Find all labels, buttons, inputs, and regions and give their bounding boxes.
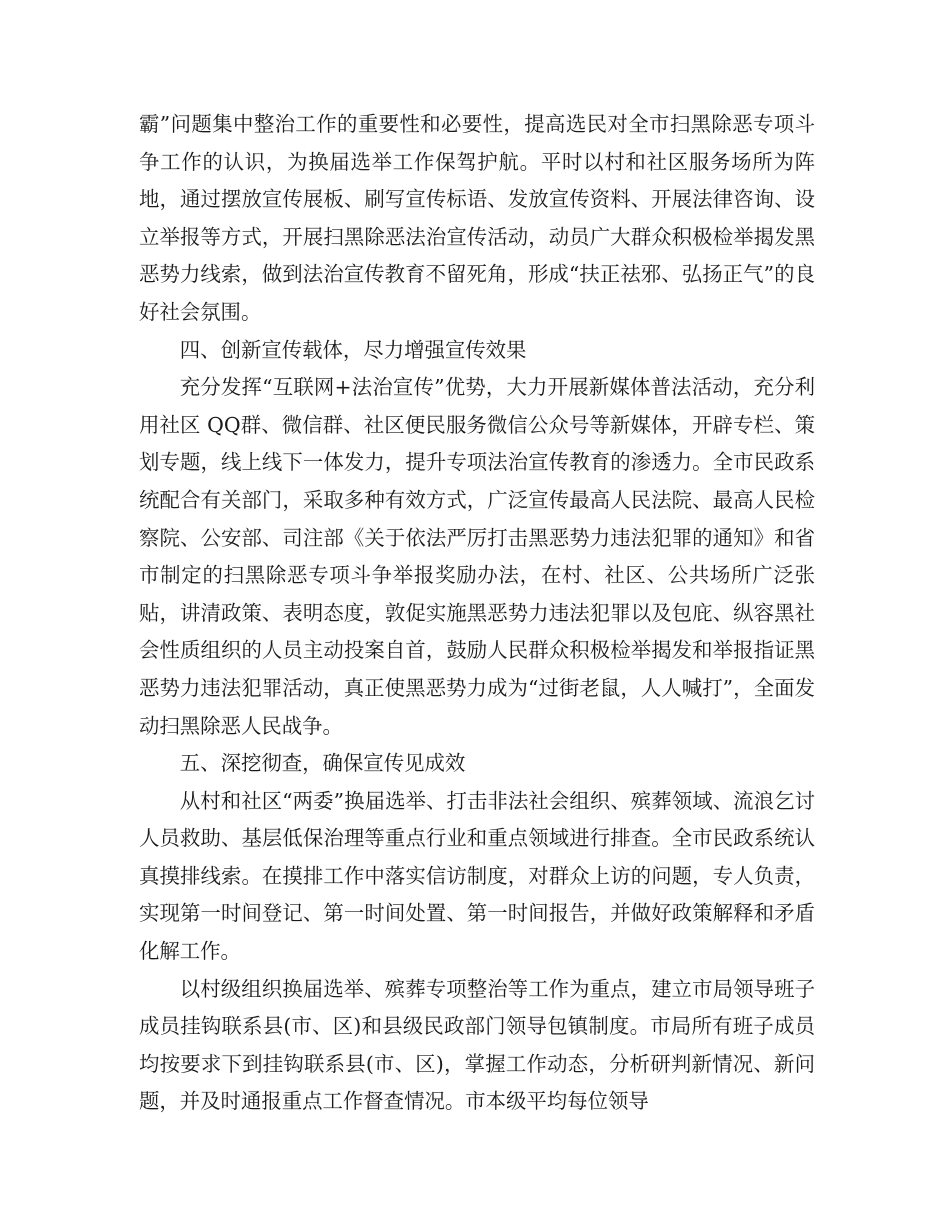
paragraph-body: 以村级组织换届选举、殡葬专项整治等工作为重点，建立市局领导班子成员挂钩联系县(市、区)和县级民政部门领导包镇制度。市局所有班子成员均按要求下到挂钩联系县(市、区)，掌握工作动态，分析研判新情况、新问题，并及时通报重点工作督查情况。市本级平均每位领导 [139,976,815,1114]
section-heading-four: 四、创新宣传载体，尽力增强宣传效果 [179,337,527,362]
paragraph-body: 从村和社区“两委”换届选举、打击非法社会组织、殡葬领域、流浪乞讨人员救助、基层低保治理等重点行业和重点领域进行排查。全市民政系统认真摸排线索。在摸排工作中落实信访制度，对群众上访的问题，专人负责，实现第一时间登记、第一时间处置、第一时间报告，并做好政策解释和矛盾化解工作。 [139,788,815,964]
section-heading-five: 五、深挖彻查，确保宣传见成效 [179,751,466,776]
paragraph-body: 充分发挥“互联网+法治宣传”优势，大力开展新媒体普法活动，充分利用社区 QQ群、微信群、社区便民服务微信公众号等新媒体，开辟专栏、策划专题，线上线下一体发力，提升专项法治宣传教育的渗透力。全市民政系统配合有关部门，采取多种有效方式，广泛宣传最高人民法院、最高人民检察院、公安部、司注部《关于依法严厉打击黑恶势力违法犯罪的通知》和省市制定的扫黑除恶专项斗争举报奖励办法，在村、社区、公共场所广泛张贴，讲清政策、表明态度，敦促实施黑恶势力违法犯罪以及包庇、纵容黑社会性质组织的人员主动投案自首，鼓励人民群众积极检举揭发和举报指证黑恶势力违法犯罪活动，真正使黑恶势力成为“过街老鼠，人人喊打”，全面发动扫黑除恶人民战争。 [139,375,815,738]
document-body [139,106,815,1121]
paragraph-continuation: 霸”问题集中整治工作的重要性和必要性，提高选民对全市扫黑除恶专项斗争工作的认识，为换届选举工作保驾护航。平时以村和社区服务场所为阵地，通过摆放宣传展板、刷写宣传标语、发放宣传资料、开展法律咨询、设立举报等方式，开展扫黑除恶法治宣传活动，动员广大群众积极检举揭发黑恶势力线索，做到法治宣传教育不留死角，形成“扶正祛邪、弘扬正气”的良好社会氛围。 [139,112,815,324]
